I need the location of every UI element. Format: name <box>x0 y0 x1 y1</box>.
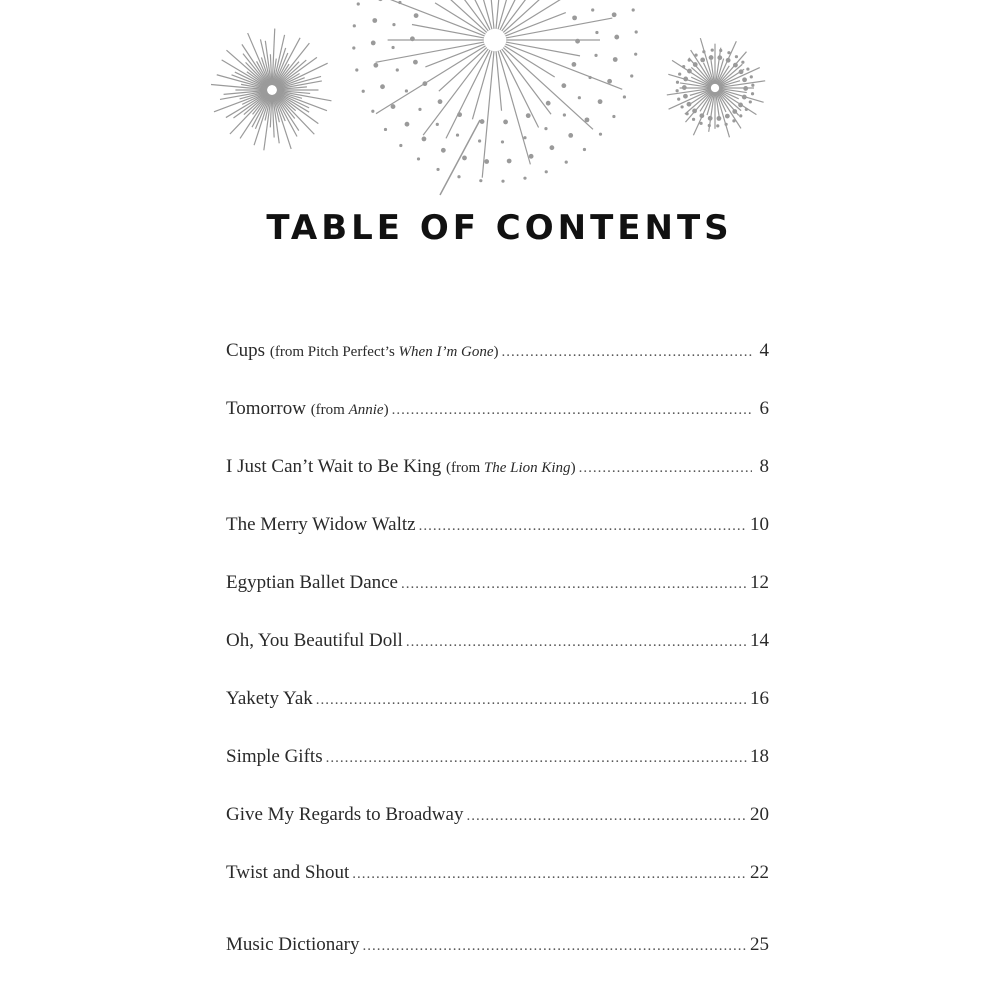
source-note: (from The Lion King) <box>445 460 576 476</box>
toc-row <box>226 572 769 602</box>
dot-leader <box>326 750 747 767</box>
firework-right-icon <box>667 38 765 137</box>
dot-leader <box>316 692 747 709</box>
toc-row <box>226 746 769 776</box>
source-note: (from Annie) <box>310 402 389 418</box>
song-title: Give My Regards to Broadway <box>226 804 464 825</box>
toc-row <box>226 804 769 834</box>
song-title: I Just Can’t Wait to Be King <box>226 456 442 477</box>
toc-entry <box>226 456 576 478</box>
song-title: Twist and Shout <box>226 862 350 883</box>
toc-entry <box>226 398 389 420</box>
dot-leader <box>363 938 747 955</box>
toc-row <box>226 934 769 964</box>
page-number: 14 <box>750 630 769 651</box>
page-title: TABLE OF CONTENTS <box>266 208 733 248</box>
page-number: 16 <box>750 688 769 709</box>
source-note: (from Pitch Perfect’s When I’m Gone) <box>269 344 499 360</box>
page-number: 8 <box>759 456 769 477</box>
toc-row <box>226 340 769 370</box>
page-number: 20 <box>750 804 769 825</box>
toc-row <box>226 862 769 892</box>
toc-row <box>226 630 769 660</box>
dot-leader <box>466 808 747 825</box>
firework-center-icon <box>352 0 638 195</box>
toc-row <box>226 688 769 718</box>
firework-left-icon <box>211 29 331 151</box>
dot-leader <box>406 634 747 651</box>
dot-leader <box>401 576 747 593</box>
dot-leader <box>502 344 752 361</box>
dot-leader <box>392 402 752 419</box>
toc-row <box>226 398 769 428</box>
song-title: Yakety Yak <box>226 688 313 709</box>
fireworks-illustration <box>190 0 790 200</box>
page-number: 25 <box>750 934 769 955</box>
toc-row <box>226 514 769 544</box>
dot-leader <box>352 866 747 883</box>
song-title: Egyptian Ballet Dance <box>226 572 398 593</box>
song-title: Simple Gifts <box>226 746 323 767</box>
page-number: 10 <box>750 514 769 535</box>
song-title: Music Dictionary <box>226 934 360 955</box>
dot-leader <box>419 518 747 535</box>
page-number: 6 <box>759 398 769 419</box>
page-number: 18 <box>750 746 769 767</box>
toc-entry <box>226 340 499 362</box>
dot-leader <box>579 460 752 477</box>
song-title: Cups <box>226 340 266 361</box>
toc-row <box>226 456 769 486</box>
page-number: 4 <box>759 340 769 361</box>
song-title: Tomorrow <box>226 398 306 419</box>
song-title: The Merry Widow Waltz <box>226 514 416 535</box>
song-title: Oh, You Beautiful Doll <box>226 630 403 651</box>
page-number: 12 <box>750 572 769 593</box>
page-number: 22 <box>750 862 769 883</box>
